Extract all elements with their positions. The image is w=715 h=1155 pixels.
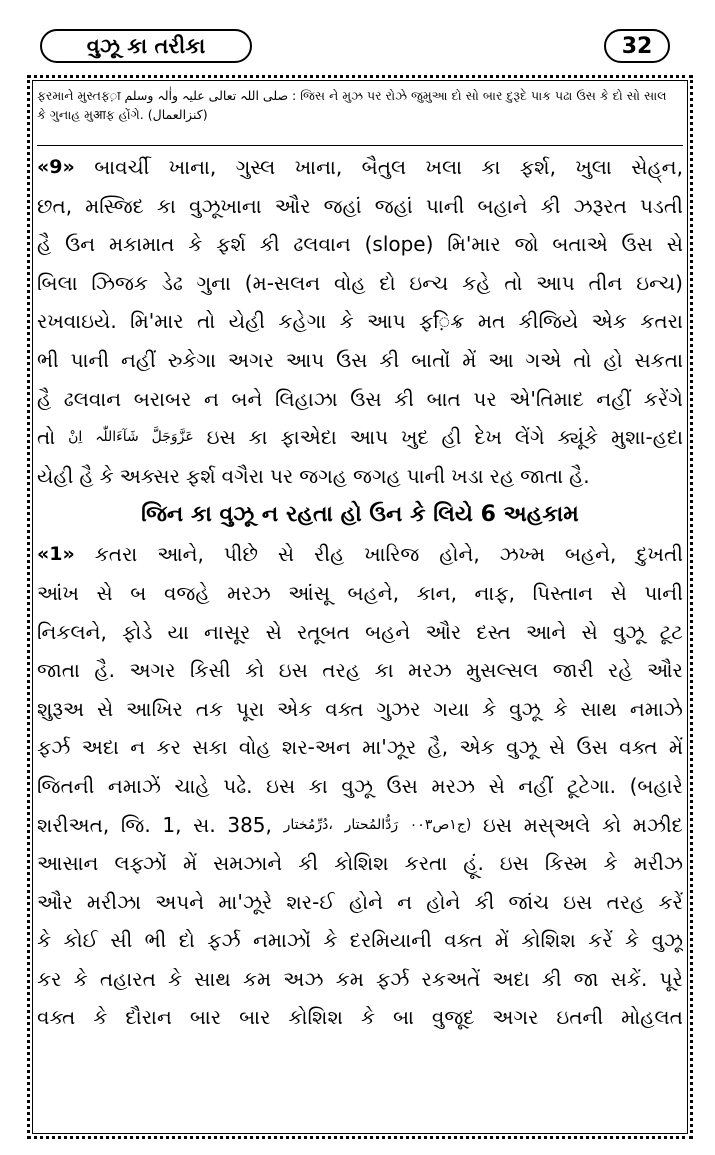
notice-line-1: ફરમાને મુસ્તફ़ा صلی اللہ تعالی علیہ واٰلہ وسلم : જિસ ને મુઝ પર રોઝે જુમુઆ દો સો બાર દુરૂદે પાક પઢા ઉસ કે દો સો સાલ <box>37 88 667 103</box>
chapter-title: વુઝૂ કા તરીકા <box>40 29 252 63</box>
text-line: ઔર મરીઝા અપને મા'ઝૂરે શર-ઈ હોને ન હોને કી જાંચ ઇસ તરહ કરેં <box>37 889 683 914</box>
text-line: નિકલને, ફોડે યા નાસૂર સે રતૂબત બહને ઔર દસ્ત આને સે વુઝૂ ટૂટ <box>37 619 683 644</box>
page-number: 32 <box>604 29 670 63</box>
text-line: ફર્ઝ અદા ન કર સકા વોહ શર-અન મા'ઝૂર હૈ, એક વુઝૂ સે ઉસ વક્ત મેં <box>37 735 683 760</box>
text-line: રખવાઇયે. મિ'માર તો યેહી કહેગા કે આપ ફ़िક્ર મત કીજિયે એક કતરા <box>37 309 683 334</box>
text-line: આસાન લફ્ઝોં મેં સમઝાને કી કોશિશ કરતા હૂં. ઇસ કિસ્મ કે મરીઝ <box>37 851 683 876</box>
text-line: આંખ સે બ વજહે મરઝ આંસૂ બહને, કાન, નાફ, પિસ્તાન સે પાની <box>37 580 683 605</box>
section-heading: જિન કા વુઝૂ ન રહતા હો ઉન કે લિયે 6 અહકામ <box>141 502 579 528</box>
notice-line-2: કે ગુનાહ મુआફ હોંગે. (کنزالعمال) <box>37 107 208 122</box>
text-line: છત, મસ્જિદ કા વુઝૂખાના ઔર જહાં જહાં પાની બહાને કી ઝરૂરત પડતી <box>37 193 683 218</box>
text-line: જિતની નમાઝેં ચાહે પઢે. ઇસ કા વુઝૂ ઉસ મરઝ સે નહીં ટૂટેગા. (બહારે <box>37 773 683 798</box>
text-line: «1» કતરા આને, પીછે સે રીહ ખારિજ હોને, ઝખ્મ બહને, દુખતી <box>37 542 683 567</box>
text-line: વક્ત કે દૌરાન બાર બાર કોશિશ કે બા વુજૂદ અગર ઇતની મોહલત <box>37 1005 683 1030</box>
text-line: કર કે તહારત કે સાથ કમ અઝ કમ ફર્ઝ રકઅતેં અદા કી જા સકેં. પૂરે <box>37 966 683 991</box>
text-line: «9» બાવર્ચી ખાના, ગુસ્લ ખાના, બૈતુલ ખલા કા ફર્શ, ખુલા સેહ્‌ન, <box>37 155 683 179</box>
text-line: બિલા ઝિજક ડેઢ ગુના (મ-સલન વોહ દો ઇન્ચ કહે તો આપ તીન ઇન્ચ) <box>37 270 683 295</box>
body-text <box>37 148 683 1037</box>
text-line: યેહી હૈ કે અક્સર ફર્શ વગૈરા પર જગહ જગહ પાની ખડા રહ જાતા હૈ. <box>37 463 590 488</box>
text-line: શરીઅત, જિ. 1, સ. 385, دُرِّمُختار، رَدُّالمُحتار ج۱ص۰۰۳) ઇસ મસ્અલે કો મઝીદ <box>37 812 683 837</box>
text-line: ભી પાની નહીં રુકેગા અગર આપ ઉસ કી બાતોં મેં આ ગએ તો હો સકતા <box>37 347 683 372</box>
hadith-notice <box>37 86 683 146</box>
text-line: શુરૂઅ સે આખિર તક પૂરા એક વક્ત ગુઝર ગયા કે વુઝૂ કે સાથ નમાઝે <box>37 696 683 721</box>
text-line: કે કોઈ સી ભી દો ફર્ઝ નમાઝોં કે દરમિયાની વક્ત મેં કોશિશ કરેં કે વુઝૂ <box>37 928 683 953</box>
text-line: જાતા હૈ. અગર કિસી કો ઇસ તરહ કા મરઝ મુસલ્સલ જારી રહે ઔર <box>37 658 683 683</box>
text-line: હૈ ઉન મકામાત કે ફર્શ કી ઢલવાન (slope) મિ'માર જો બતાએ ઉસ સે <box>37 232 683 257</box>
text-line: હૈ ઢલવાન બરાબર ન બને લિહાઝા ઉસ કી બાત પર એ'તિમાદ નહીં કરેંગે <box>37 386 683 411</box>
text-line: તો اِنْ شَآءَاللّٰہ عَزَّوَجَلَّ ઇસ કા ફાએદા આપ ખુદ હી દેખ લેંગે ક્યૂંકે મુશા-હદા <box>37 425 683 450</box>
